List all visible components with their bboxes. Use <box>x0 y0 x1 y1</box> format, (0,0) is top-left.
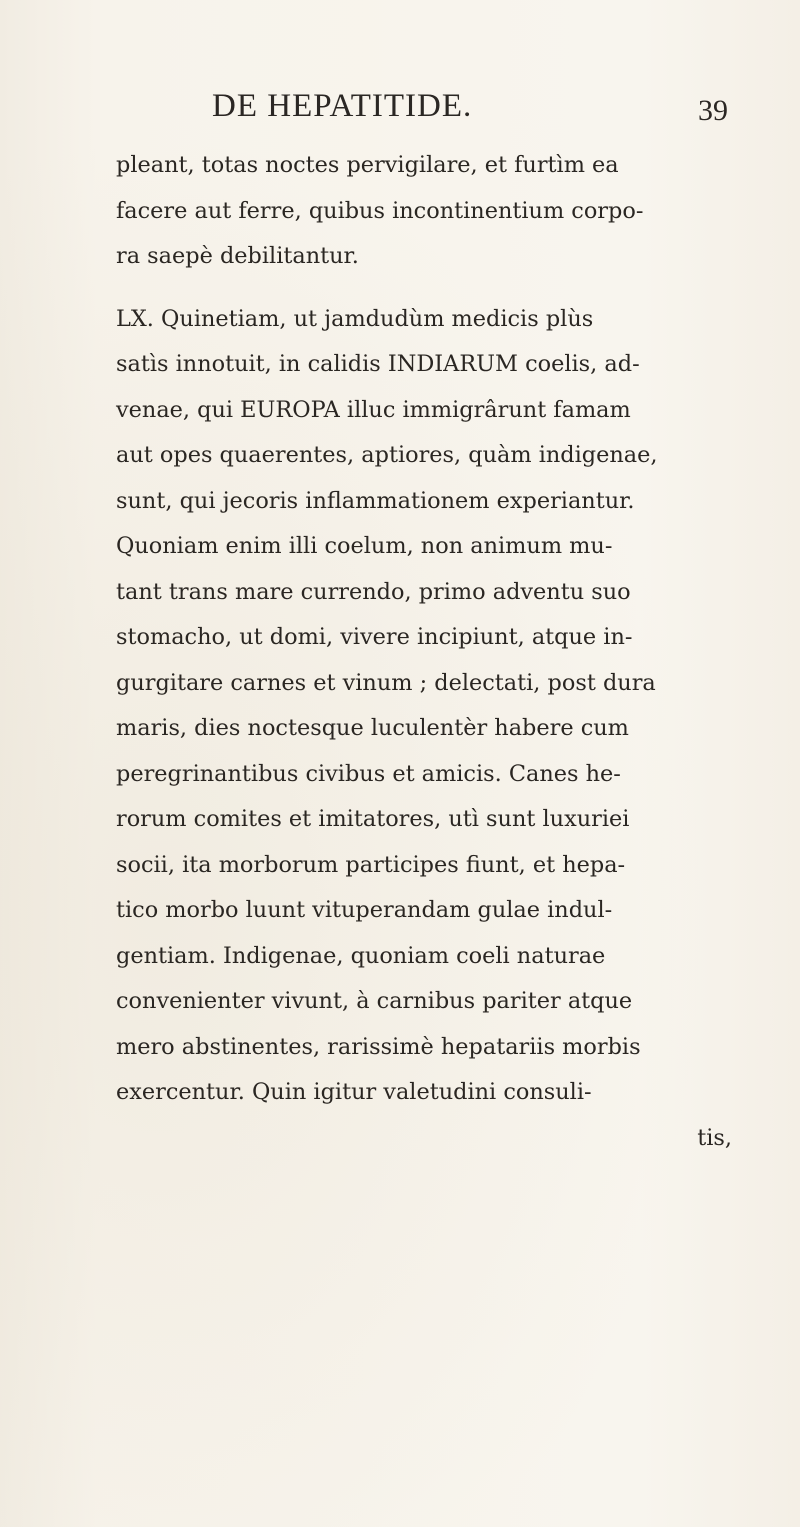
text-line: sunt, qui jecoris inflammationem experiantur. <box>116 487 635 514</box>
page-number: 39 <box>698 94 728 127</box>
paragraph-gap <box>116 280 736 297</box>
text-line: facere aut ferre, quibus incontinentium corpo- <box>116 197 644 224</box>
text-line: satìs innotuit, in calidis INDIARUM coelis, ad- <box>116 351 640 377</box>
body-text <box>116 143 736 1161</box>
text-line: ra saepè debilitantur. <box>116 243 359 269</box>
text-line: tant trans mare currendo, primo adventu suo <box>116 578 631 605</box>
text-line: aut opes quaerentes, aptiores, quàm indigenae, <box>116 442 658 468</box>
page-header <box>0 88 800 138</box>
paragraph-lx <box>116 297 736 1116</box>
text-line: stomacho, ut domi, vivere incipiunt, atque in- <box>116 624 633 650</box>
text-line: convenienter vivunt, à carnibus pariter atque <box>116 988 633 1014</box>
text-line: peregrinantibus civibus et amicis. Canes he- <box>116 760 621 787</box>
text-line: venae, qui EUROPA illuc immigrârunt famam <box>116 396 631 423</box>
text-line: LX. Quinetiam, ut jamdudùm medicis plùs <box>116 305 594 332</box>
text-line: tico morbo luunt vituperandam gulae indul- <box>116 897 613 923</box>
text-line: socii, ita morborum participes fiunt, et hepa- <box>116 851 626 878</box>
text-line: pleant, totas noctes pervigilare, et furtìm ea <box>116 152 619 178</box>
text-line: mero abstinentes, rarissimè hepatariis morbis <box>116 1033 641 1060</box>
catchword: tis, <box>697 1124 732 1151</box>
text-line: gurgitare carnes et vinum ; delectati, post dura <box>116 669 656 696</box>
text-line: gentiam. Indigenae, quoniam coeli naturae <box>116 942 606 969</box>
text-line: Quoniam enim illi coelum, non animum mu- <box>116 533 613 559</box>
text-line: rorum comites et imitatores, utì sunt luxuriei <box>116 806 630 832</box>
running-head: DE HEPATITIDE. <box>212 88 473 124</box>
text-line: maris, dies noctesque luculentèr habere cum <box>116 715 629 741</box>
text-line: exercentur. Quin igitur valetudini consuli- <box>116 1079 592 1105</box>
paragraph-continued <box>116 143 736 280</box>
